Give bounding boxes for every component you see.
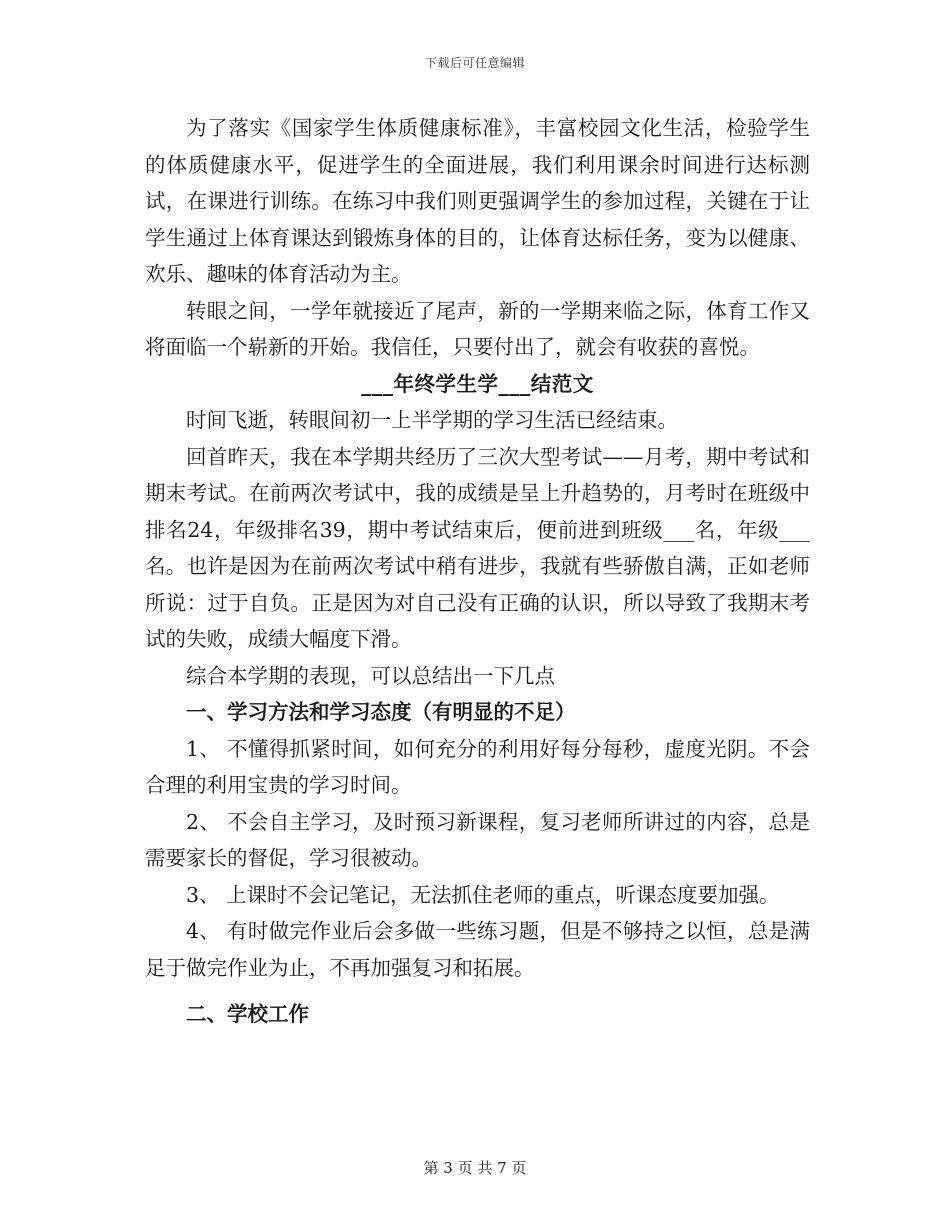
list-item-4: 4、 有时做完作业后会多做一些练习题，但是不够持之以恒，总是满足于做完作业为止，不再加强复习和拓展。 [145, 919, 810, 980]
document-title: ___年终学生学___结范文 [361, 371, 594, 396]
paragraph-review: 回首昨天，我在本学期共经历了三次大型考试——月考，期中考试和期末考试。在前两次考试中，我的成绩是呈上升趋势的，月考时在班级中排名24，年级排名39，期中考试结束后，便前进到班级___名，年级___名。也许是因为在前两次考试中稍有进步，我就有些骄傲自满，正如老师所说：过于自负。正是因为对自己没有正确的认识，所以导致了我期末考试的失败，成绩大幅度下滑。 [145, 444, 810, 651]
list-item-1: 1、 不懂得抓紧时间，如何充分的利用好每分每秒，虚度光阴。不会合理的利用宝贵的学习时间。 [145, 736, 810, 797]
section-heading-school-work: 二、学校工作 [186, 1002, 309, 1026]
paragraph-closing: 转眼之间，一学年就接近了尾声，新的一学期来临之际，体育工作又将面临一个崭新的开始。我信任，只要付出了，就会有收获的喜悦。 [145, 298, 810, 359]
paragraph-summary: 综合本学期的表现，可以总结出一下几点 [186, 663, 555, 688]
document-body [145, 110, 810, 1033]
list-item-3: 3、 上课时不会记笔记，无法抓住老师的重点，听课态度要加强。 [186, 882, 780, 907]
section-heading-study-method: 一、学习方法和学习态度（有明显的不足） [186, 700, 576, 724]
page-header-note: 下载后可任意编辑 [424, 56, 525, 70]
page-number: 第 3 页 共 7 页 [423, 1159, 527, 1177]
paragraph-intro: 为了落实《国家学生体质健康标准》，丰富校园文化生活，检验学生的体质健康水平，促进学生的全面进展，我们利用课余时间进行达标测试，在课进行训练。在练习中我们则更强调学生的参加过程，关键在于让学生通过上体育课达到锻炼身体的目的，让体育达标任务，变为以健康、欢乐、趣味的体育活动为主。 [145, 116, 810, 286]
list-item-2: 2、 不会自主学习，及时预习新课程，复习老师所讲过的内容，总是需要家长的督促，学习很被动。 [145, 809, 810, 870]
paragraph-time: 时间飞逝，转眼间初一上半学期的学习生活已经结束。 [186, 408, 678, 432]
